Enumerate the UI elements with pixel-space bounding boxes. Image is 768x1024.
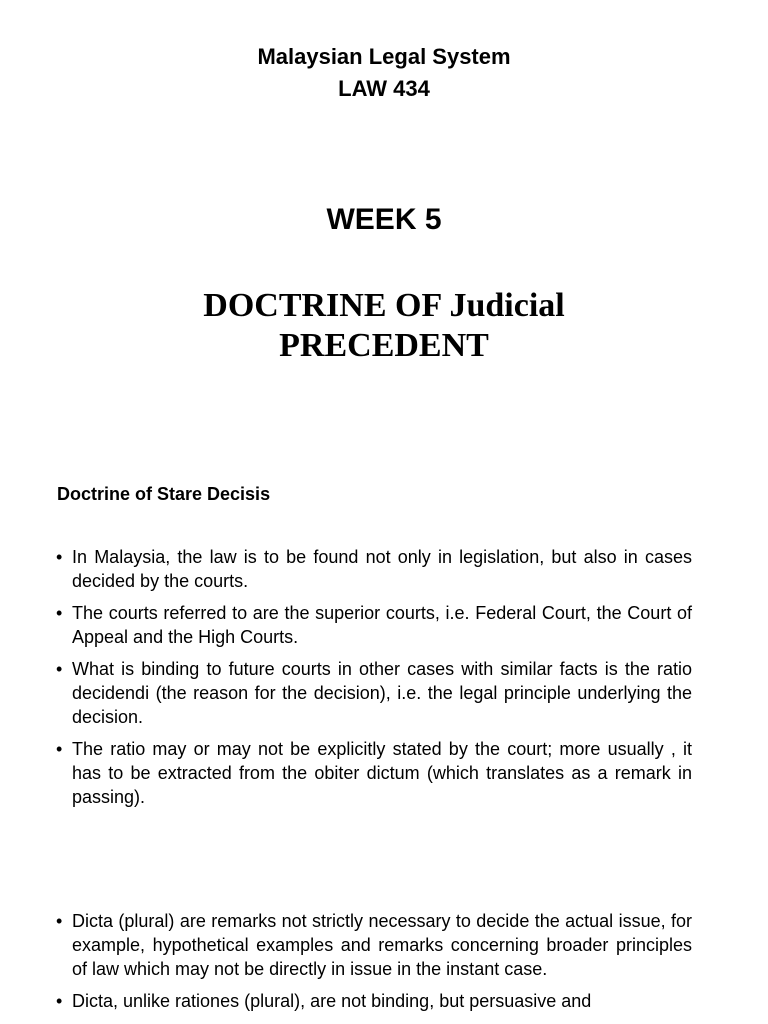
list-item (56, 909, 692, 981)
list-item (56, 545, 692, 593)
bullet-marker: • (56, 739, 63, 759)
course-code: LAW 434 (338, 76, 430, 101)
week-label: WEEK 5 (326, 203, 442, 236)
bullet-list (56, 909, 692, 1021)
topic-title-line-1: DOCTRINE OF Judicial (203, 287, 565, 324)
list-item (56, 657, 692, 729)
bullet-marker: • (56, 911, 63, 931)
bullet-text: Dicta, unlike rationes (plural), are not binding, but persuasive and (72, 991, 592, 1011)
topic-title-line-2: PRECEDENT (279, 327, 489, 364)
bullet-text: In Malaysia, the law is to be found not only in legislation, but also in cases decided by the courts. (72, 547, 692, 591)
bullet-marker: • (56, 659, 63, 679)
bullet-text: Dicta (plural) are remarks not strictly necessary to decide the actual issue, for example, hypothetical examples and remarks concerning broader principles of law which may not be directly in issue in the instant case. (72, 911, 692, 979)
bullet-marker: • (56, 547, 63, 567)
bullet-marker: • (56, 991, 63, 1011)
list-item (56, 737, 692, 809)
list-item (56, 601, 692, 649)
section-heading: Doctrine of Stare Decisis (57, 484, 271, 504)
bullet-marker: • (56, 603, 63, 623)
topic-title (0, 286, 768, 366)
bullet-list (56, 545, 692, 817)
bullet-text: The courts referred to are the superior courts, i.e. Federal Court, the Court of Appeal and the High Courts. (72, 603, 692, 647)
bullet-text: What is binding to future courts in other cases with similar facts is the ratio decidendi (the reason for the decision), i.e. the legal principle underlying the decision. (72, 659, 692, 727)
list-item (56, 989, 692, 1013)
course-title: Malaysian Legal System (257, 44, 511, 69)
bullet-text: The ratio may or may not be explicitly stated by the court; more usually , it has to be extracted from the obiter dictum (which translates as a remark in passing). (72, 739, 692, 807)
